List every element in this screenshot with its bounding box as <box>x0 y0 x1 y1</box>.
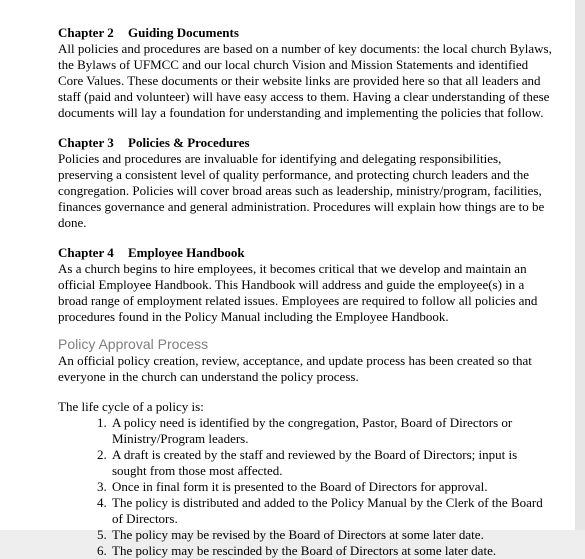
lifecycle-list <box>58 415 555 559</box>
chapter-4-section <box>58 245 555 325</box>
list-item: 3. Once in final form it is presented to the Board of Directors for approval. <box>110 479 555 495</box>
spacer <box>58 121 555 135</box>
list-item: 2. A draft is created by the staff and reviewed by the Board of Directors; input is sought from those most affected. <box>110 447 555 479</box>
approval-heading: Policy Approval Process <box>58 336 209 352</box>
chapter-3-section <box>58 135 555 231</box>
list-item: 1. A policy need is identified by the congregation, Pastor, Board of Directors or Ministry/Program leaders. <box>110 415 555 447</box>
lifecycle-intro: The life cycle of a policy is: <box>58 399 204 414</box>
chapter-3-body: Policies and procedures are invaluable for identifying and delegating responsibilities, preserving a consistent level of quality performance, and protecting church leaders and the congregation. Policies will cover broad areas such as leadership, ministry/program, facilities, finances governance and general administration. Procedures will explain how things are to be done. <box>58 151 545 230</box>
list-item: 4. The policy is distributed and added to the Policy Manual by the Clerk of the Board of Directors. <box>110 495 555 527</box>
chapter-3-heading <box>58 135 555 151</box>
list-item: 5. The policy may be revised by the Board of Directors at some later date. <box>110 527 555 543</box>
chapter-2-body: All policies and procedures are based on a number of key documents: the local church Bylaws, the Bylaws of UFMCC and our local church Vision and Mission Statements and identified Core Values. These documents or their website links are provided here so that all leaders and staff (paid and volunteer) will have easy access to them. Having a clear understanding of these documents will lay a foundation for understanding and implementing the policies that follow. <box>58 41 552 120</box>
chapter-4-heading <box>58 245 555 261</box>
chapter-number: Chapter 4 <box>58 245 114 260</box>
approval-section <box>58 336 555 559</box>
chapter-2-section <box>58 25 555 121</box>
chapter-2-heading <box>58 25 555 41</box>
spacer <box>58 231 555 245</box>
spacer <box>58 325 555 336</box>
chapter-number: Chapter 3 <box>58 135 114 150</box>
spacer <box>58 385 555 399</box>
chapter-title: Employee Handbook <box>128 245 245 260</box>
chapter-number: Chapter 2 <box>58 25 114 40</box>
chapter-title: Guiding Documents <box>128 25 239 40</box>
approval-body: An official policy creation, review, acceptance, and update process has been created so that everyone in the church can understand the policy process. <box>58 353 532 384</box>
chapter-4-body: As a church begins to hire employees, it becomes critical that we develop and maintain an official Employee Handbook. This Handbook will address and guide the employee(s) in a broad range of employment related issues. Employees are required to follow all policies and procedures found in the Policy Manual including the Employee Handbook. <box>58 261 538 324</box>
chapter-title: Policies & Procedures <box>128 135 250 150</box>
list-item: 6. The policy may be rescinded by the Board of Directors at some later date. <box>110 543 555 559</box>
page-edge-shadow <box>575 0 585 530</box>
